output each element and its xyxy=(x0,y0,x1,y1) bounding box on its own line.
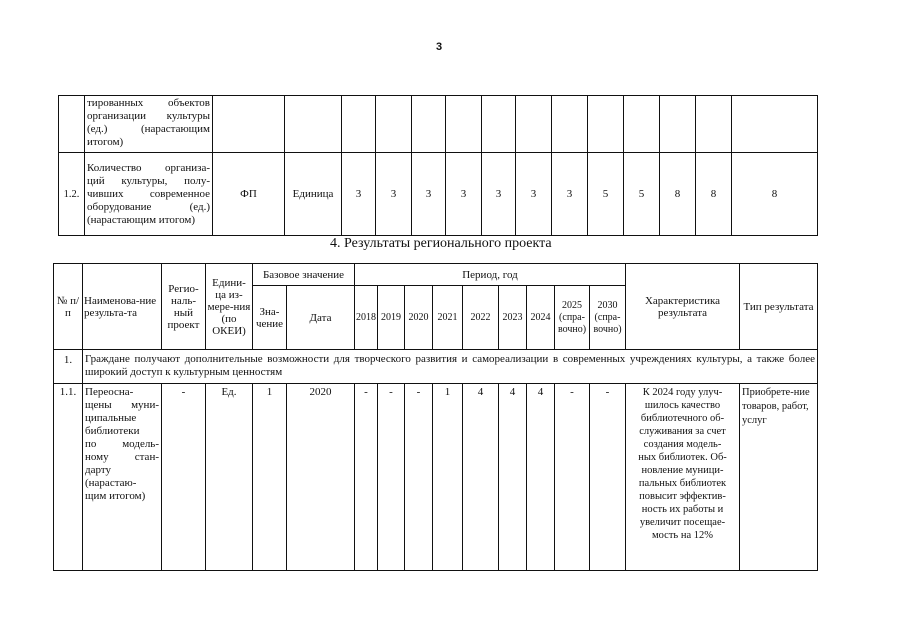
value-cell: 5 xyxy=(588,153,624,236)
value-cell: 3 xyxy=(482,153,516,236)
value-cell: 8 xyxy=(660,153,696,236)
value-cell: 5 xyxy=(624,153,660,236)
header-year-2030: 2030 (спра- вочно) xyxy=(590,286,626,350)
year-cell: - xyxy=(590,384,626,571)
table-row xyxy=(54,384,818,571)
header-period: Период, год xyxy=(355,264,626,286)
table-row xyxy=(59,96,818,153)
header-year: 2019 xyxy=(378,286,405,350)
header-characteristic: Характеристика результата xyxy=(626,264,740,350)
value-cell: 8 xyxy=(696,153,732,236)
row-num: 1.2. xyxy=(59,153,85,236)
header-value: Зна-чение xyxy=(253,286,287,350)
top-table xyxy=(58,95,818,236)
page-number: 3 xyxy=(436,41,443,53)
row-name-cell: Количество организа- ций культуры, полу- чивших современное оборудование (ед.) (нарастающим итогом) xyxy=(85,153,213,236)
value-cell: 3 xyxy=(552,153,588,236)
year-cell: 4 xyxy=(527,384,555,571)
header-year: 2021 xyxy=(433,286,463,350)
results-table xyxy=(53,263,818,571)
group-text: Граждане получают дополнительные возможности для творческого развития и самореализации в современных учреждениях культуры, а также более широкий доступ к культурным ценностям xyxy=(83,350,818,384)
year-cell: 1 xyxy=(433,384,463,571)
value-cell: 3 xyxy=(376,153,412,236)
header-base: Базовое значение xyxy=(253,264,355,286)
row-num-cell xyxy=(59,96,85,153)
year-cell: - xyxy=(555,384,590,571)
group-row xyxy=(54,350,818,384)
section-title: 4. Результаты регионального проекта xyxy=(330,236,552,251)
type-cell: Приобрете-ние товаров, работ, услуг xyxy=(740,384,818,571)
unit-cell: Ед. xyxy=(206,384,253,571)
value-cell: 3 xyxy=(342,153,376,236)
unit-cell: Единица xyxy=(285,153,342,236)
header-year: 2023 xyxy=(499,286,527,350)
header-year: 2024 xyxy=(527,286,555,350)
header-regional: Регио-наль-ный проект xyxy=(162,264,206,350)
header-type: Тип результата xyxy=(740,264,818,350)
group-num: 1. xyxy=(54,350,83,384)
value-cell: 3 xyxy=(516,153,552,236)
header-row xyxy=(54,264,818,286)
date-cell: 2020 xyxy=(287,384,355,571)
year-cell: - xyxy=(378,384,405,571)
header-year: 2022 xyxy=(463,286,499,350)
row-num: 1.1. xyxy=(54,384,83,571)
type-cell: ФП xyxy=(213,153,285,236)
header-year: 2018 xyxy=(355,286,378,350)
value-cell: 8 xyxy=(732,153,818,236)
cont-name-cell: тированных объектов организации культуры (ед.) (нарастающим итогом) xyxy=(85,96,213,153)
header-unit: Едини-ца из-мере-ния (по ОКЕИ) xyxy=(206,264,253,350)
year-cell: - xyxy=(355,384,378,571)
value-cell: 3 xyxy=(446,153,482,236)
year-cell: - xyxy=(405,384,433,571)
row-name-cell: Переосна- щены муни- ципальные библиотеки по модель- ному стан- дарту (нарастаю- щим итогом) xyxy=(83,384,162,571)
table-row xyxy=(59,153,818,236)
header-year: 2020 xyxy=(405,286,433,350)
year-cell: 4 xyxy=(499,384,527,571)
value-cell: 1 xyxy=(253,384,287,571)
header-name: Наименова-ние результа-та xyxy=(83,264,162,350)
year-cell: 4 xyxy=(463,384,499,571)
header-year-2025: 2025 (спра- вочно) xyxy=(555,286,590,350)
header-date: Дата xyxy=(287,286,355,350)
value-cell: 3 xyxy=(412,153,446,236)
regional-cell: - xyxy=(162,384,206,571)
header-num: № п/п xyxy=(54,264,83,350)
characteristic-cell: К 2024 году улуч- шилось качество библиотечного об- служивания за счет создания модель- ных библиотек. Об- новление муници- пальных библиотек повысит эффектив- ность их работы и увеличит посещае- мость на 12% xyxy=(626,384,740,571)
